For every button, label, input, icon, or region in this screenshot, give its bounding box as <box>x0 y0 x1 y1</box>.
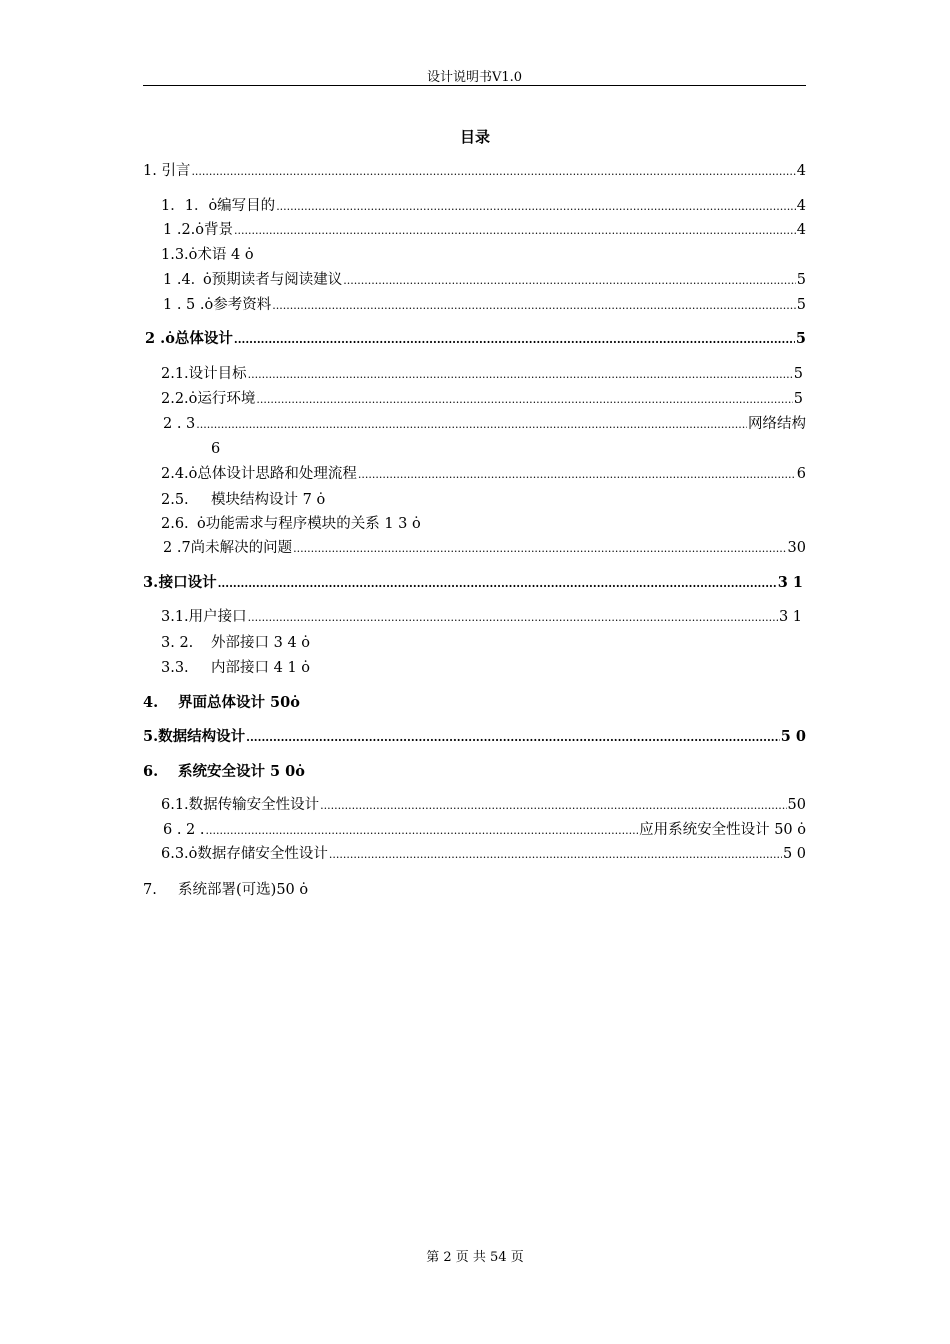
toc-entry-2-6[interactable] <box>161 513 421 535</box>
toc-entry-page: 4 <box>796 222 806 238</box>
toc-entry-3-2[interactable] <box>161 632 310 654</box>
toc-entry-1-1[interactable] <box>161 195 806 217</box>
toc-entry-7[interactable] <box>143 879 308 901</box>
toc-entry-text: ȯ预期读者与阅读建议 <box>203 272 343 288</box>
toc-leader-dots <box>293 537 786 560</box>
toc-entry-2[interactable] <box>145 328 806 350</box>
toc-entry-1-4[interactable] <box>163 269 806 291</box>
toc-entry-text: 引言 <box>161 163 191 179</box>
toc-entry-text: ȯ参考资料 <box>204 297 272 313</box>
toc-entry-page: 应用系统安全性设计 50 ȯ <box>639 822 806 838</box>
toc-entry-number: 2 .7 <box>163 540 191 556</box>
toc-entry-page: 5 <box>793 391 803 407</box>
toc-entry-text: 内部接口 4 1 ȯ <box>211 660 311 676</box>
toc-entry-6-2[interactable] <box>163 819 806 841</box>
toc-entry-page: 6 <box>796 466 806 482</box>
toc-entry-text: 接口设计 <box>158 574 217 591</box>
toc-entry-number: 7. <box>143 882 157 898</box>
toc-entry-text: 尚未解决的问题 <box>190 540 293 556</box>
toc-entry-page: 5 <box>795 330 806 347</box>
toc-entry-page: 5 <box>793 366 803 382</box>
toc-leader-dots <box>234 219 796 242</box>
toc-entry-text: 设计目标 <box>188 366 247 382</box>
toc-entry-number: 6.1. <box>161 797 189 813</box>
page-header: 设计说明书V1.0 <box>426 70 523 85</box>
toc-entry-3-1[interactable] <box>161 606 802 628</box>
header-rule <box>143 85 806 86</box>
toc-entry-number: 1 .2.ȯ <box>163 222 205 238</box>
toc-entry-text: ȯ数据存储安全性设计 <box>188 846 328 862</box>
toc-entry-text: ȯ总体设计思路和处理流程 <box>188 466 357 482</box>
toc-entry-text: 模块结构设计 7 ȯ <box>211 492 326 508</box>
toc-entry-text: 背景 <box>204 222 234 238</box>
toc-entry-page: 5 0 <box>782 846 806 862</box>
toc-entry-2-3-page: 6 <box>211 441 221 457</box>
toc-entry-6[interactable] <box>143 761 305 783</box>
toc-leader-dots <box>329 843 782 866</box>
toc-entry-number: 2.2. <box>161 391 189 407</box>
toc-entry-1-2[interactable] <box>163 219 806 241</box>
toc-entry-1-3[interactable]: 1.3.ȯ术语 4 ȯ <box>161 247 254 263</box>
toc-entry-page: 3 1 <box>777 574 803 591</box>
toc-entry-text: ȯ总体设计 <box>165 330 233 347</box>
toc-entry-text: 界面总体设计 50ȯ <box>178 694 300 711</box>
toc-leader-dots <box>343 269 796 292</box>
toc-leader-dots <box>248 363 793 386</box>
toc-entry-number: 2 . <box>145 330 166 347</box>
toc-entry-number: 3.1. <box>161 609 189 625</box>
toc-entry-3[interactable] <box>143 572 803 594</box>
toc-leader-dots <box>196 413 747 436</box>
toc-entry-number: 1．1． <box>161 198 209 214</box>
page-footer: 第 2 页 共 54 页 <box>426 1250 524 1265</box>
toc-entry-page: 4 <box>796 198 806 214</box>
toc-entry-page: 5 <box>796 272 806 288</box>
toc-entry-number: 6. <box>143 763 159 780</box>
toc-entry-page: 50 <box>787 797 806 813</box>
toc-entry-text: ȯ功能需求与程序模块的关系 1 3 ȯ <box>197 516 421 532</box>
toc-entry-number: 3. 2. <box>161 635 194 651</box>
toc-entry-page: 网络结构 <box>748 416 806 432</box>
toc-entry-number: 6.3. <box>161 846 189 862</box>
toc-entry-text: 数据传输安全性设计 <box>188 797 320 813</box>
toc-entry-2-4[interactable] <box>161 463 806 485</box>
toc-entry-2-3[interactable] <box>163 413 806 435</box>
toc-entry-text: 用户接口 <box>188 609 247 625</box>
toc-entry-4[interactable] <box>143 692 300 714</box>
toc-leader-dots <box>358 463 796 486</box>
toc-leader-dots <box>206 819 639 842</box>
toc-entry-number: 3. <box>143 574 159 591</box>
toc-entry-text: 数据结构设计 <box>158 728 246 745</box>
toc-entry-page: 3 1 <box>778 609 802 625</box>
toc-entry-page: 5 <box>796 297 806 313</box>
toc-entry-number: 1 . 5 . <box>163 297 205 313</box>
toc-entry-2-5[interactable] <box>161 489 325 511</box>
toc-leader-dots <box>246 726 780 749</box>
toc-entry-text: ȯ运行环境 <box>188 391 256 407</box>
toc-entry-number: 4. <box>143 694 159 711</box>
toc-entry-number: 2.4. <box>161 466 189 482</box>
toc-entry-number: 2.5. <box>161 492 189 508</box>
toc-leader-dots <box>218 572 777 595</box>
toc-leader-dots <box>234 328 795 351</box>
toc-entry-2-7[interactable] <box>163 537 806 559</box>
toc-entry-number: 2.1. <box>161 366 189 382</box>
toc-entry-number: 5. <box>143 728 159 745</box>
toc-entry-3-3[interactable] <box>161 657 310 679</box>
toc-entry-6-1[interactable] <box>161 794 806 816</box>
toc-entry-page: 30 <box>787 540 806 556</box>
toc-entry-page: 5 0 <box>780 728 806 745</box>
toc-entry-2-1[interactable] <box>161 363 803 385</box>
toc-entry-number: 1 .4． <box>163 272 206 288</box>
toc-leader-dots <box>272 294 796 317</box>
toc-entry-2-2[interactable] <box>161 388 803 410</box>
toc-entry-6-3[interactable] <box>161 843 806 865</box>
toc-entry-number: 1. <box>143 163 157 179</box>
toc-entry-number: 2 . 3 <box>163 416 196 432</box>
toc-entry-number: 6 . 2 . <box>163 822 205 838</box>
toc-entry-1[interactable] <box>143 160 806 182</box>
toc-entry-number: 2.6. <box>161 516 189 532</box>
toc-entry-text: ȯ编写目的 <box>208 198 276 214</box>
toc-entry-1-5[interactable] <box>163 294 806 316</box>
toc-leader-dots <box>248 606 778 629</box>
toc-entry-text: 系统安全设计 5 0ȯ <box>178 763 305 780</box>
toc-entry-page: 4 <box>796 163 806 179</box>
toc-title: 目录 <box>459 128 490 146</box>
toc-entry-text: 系统部署(可选)50 ȯ <box>178 882 309 898</box>
toc-leader-dots <box>191 160 795 183</box>
toc-entry-text: 外部接口 3 4 ȯ <box>211 635 311 651</box>
toc-entry-5[interactable] <box>143 726 806 748</box>
toc-entry-number: 3.3. <box>161 660 189 676</box>
toc-leader-dots <box>276 195 796 218</box>
toc-leader-dots <box>320 794 786 817</box>
toc-leader-dots <box>256 388 792 411</box>
